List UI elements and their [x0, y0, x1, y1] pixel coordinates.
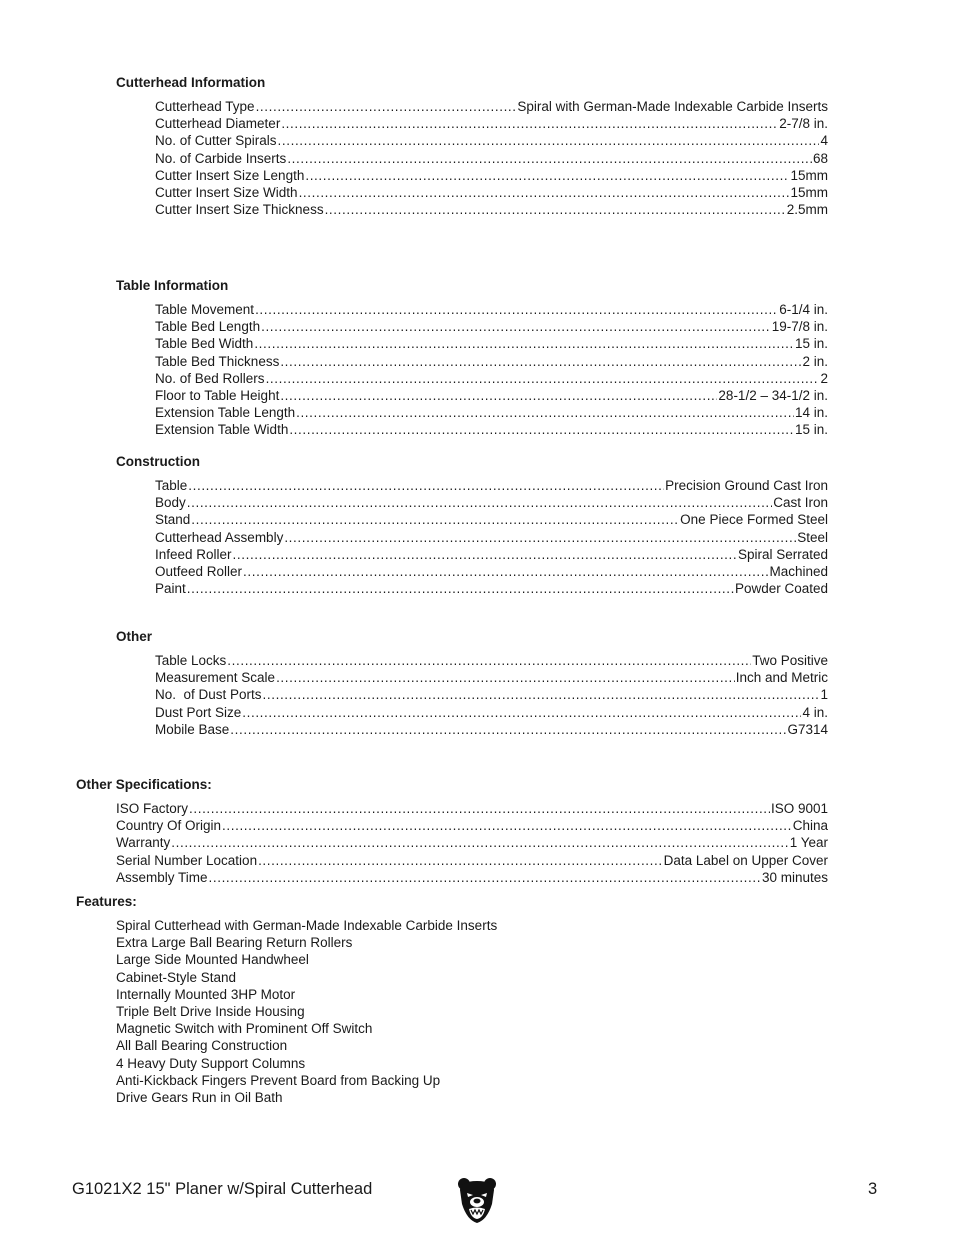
dot-leader	[281, 115, 778, 132]
spec-value: 19-7/8 in.	[771, 319, 828, 335]
spec-label: Table Bed Thickness	[155, 353, 280, 369]
spec-row	[155, 132, 828, 149]
spec-value: Spiral Serrated	[737, 546, 828, 562]
spec-value: 15 in.	[794, 422, 828, 438]
dot-leader	[258, 852, 663, 869]
feature-list	[116, 917, 497, 1106]
dot-leader	[280, 387, 717, 404]
dot-leader	[171, 834, 788, 851]
spec-value: 1	[820, 687, 828, 703]
feature-item: 4 Heavy Duty Support Columns	[116, 1055, 306, 1071]
spec-list-table	[155, 301, 828, 439]
dot-leader	[299, 184, 790, 201]
dot-leader	[189, 800, 770, 817]
spec-value: 14 in.	[794, 405, 828, 421]
spec-label: Serial Number Location	[116, 852, 258, 868]
spec-label: Extension Table Length	[155, 405, 296, 421]
spec-label: No. of Bed Rollers	[155, 370, 265, 386]
spec-value: Cast Iron	[773, 495, 828, 511]
page-number: 3	[868, 1180, 878, 1198]
spec-label: Cutterhead Type	[155, 99, 255, 114]
spec-value: Data Label on Upper Cover	[663, 852, 828, 868]
spec-value: 1 Year	[789, 835, 828, 851]
dot-leader	[278, 132, 820, 149]
dot-leader	[255, 301, 778, 318]
spec-value: Inch and Metric	[735, 670, 828, 686]
dot-leader	[227, 652, 751, 669]
bear-head-logo-icon	[457, 1176, 497, 1224]
dot-leader	[187, 580, 734, 597]
spec-label: Outfeed Roller	[155, 563, 243, 579]
feature-item: Spiral Cutterhead with German-Made Indexable Carbide Inserts	[116, 918, 498, 933]
spec-value: ISO 9001	[770, 801, 828, 816]
spec-label: Cutter Insert Size Thickness	[155, 202, 324, 218]
spec-value: 6-1/4 in.	[779, 302, 828, 317]
dot-leader	[191, 511, 679, 528]
feature-item: Magnetic Switch with Prominent Off Switch	[116, 1021, 373, 1037]
dot-leader	[243, 563, 768, 580]
spec-row	[155, 335, 828, 352]
dot-leader	[187, 494, 772, 511]
spec-value: 4 in.	[802, 704, 828, 720]
spec-list-construction	[155, 477, 828, 597]
spec-value: Precision Ground Cast Iron	[665, 478, 828, 493]
spec-row	[155, 494, 828, 511]
spec-value: Powder Coated	[734, 581, 828, 597]
spec-row	[155, 477, 828, 494]
spec-row	[155, 98, 828, 115]
spec-row	[155, 184, 828, 201]
spec-row	[155, 546, 828, 563]
spec-label: Dust Port Size	[155, 704, 242, 720]
spec-row	[155, 201, 828, 218]
spec-value: G7314	[787, 721, 828, 737]
spec-value: Steel	[797, 529, 828, 545]
section-heading-other: Other	[116, 629, 153, 644]
feature-item: Large Side Mounted Handwheel	[116, 952, 309, 968]
spec-value: 2.5mm	[786, 202, 828, 218]
section-heading-cutterhead: Cutterhead Information	[116, 75, 266, 90]
spec-row	[155, 652, 828, 669]
spec-value: 2 in.	[802, 353, 828, 369]
spec-row	[155, 150, 828, 167]
dot-leader	[254, 335, 794, 352]
dot-leader	[242, 704, 801, 721]
spec-row	[116, 834, 828, 851]
spec-label: Measurement Scale	[155, 670, 276, 686]
spec-label: Cutter Insert Size Length	[155, 167, 305, 183]
footer-manual-title: G1021X2 15" Planer w/Spiral Cutterhead	[72, 1180, 373, 1198]
dot-leader	[261, 318, 771, 335]
spec-label: Extension Table Width	[155, 422, 289, 438]
spec-list-other	[155, 652, 828, 738]
spec-label: Table Movement	[155, 302, 255, 317]
feature-item: Triple Belt Drive Inside Housing	[116, 1003, 305, 1019]
spec-list-cutterhead	[155, 98, 828, 218]
spec-row	[155, 404, 828, 421]
spec-label: ISO Factory	[116, 801, 189, 816]
spec-value: Spiral with German-Made Indexable Carbide Inserts	[517, 99, 828, 114]
spec-label: Warranty	[116, 835, 171, 851]
feature-item: Cabinet-Style Stand	[116, 969, 237, 985]
spec-row	[155, 686, 828, 703]
spec-row	[116, 800, 828, 817]
spec-row	[116, 869, 828, 886]
spec-label: Country Of Origin	[116, 818, 222, 834]
spec-label: Body	[155, 495, 186, 511]
dot-leader	[296, 404, 794, 421]
spec-value: 15 in.	[794, 336, 828, 352]
spec-label: Assembly Time	[116, 869, 208, 885]
dot-leader	[266, 370, 820, 387]
feature-item: Extra Large Ball Bearing Return Rollers	[116, 935, 353, 951]
spec-label: No. of Carbide Inserts	[155, 150, 287, 166]
spec-row	[155, 669, 828, 686]
dot-leader	[280, 353, 801, 370]
spec-row	[155, 318, 828, 335]
spec-row	[155, 115, 828, 132]
spec-label: Table	[155, 478, 188, 493]
spec-row	[155, 301, 828, 318]
spec-row	[155, 387, 828, 404]
spec-label: Paint	[155, 581, 186, 597]
dot-leader	[289, 421, 794, 438]
spec-value: One Piece Formed Steel	[680, 512, 828, 528]
spec-list-other-specifications	[116, 800, 828, 886]
dot-leader	[233, 546, 737, 563]
dot-leader	[230, 721, 786, 738]
spec-label: Floor to Table Height	[155, 387, 280, 403]
dot-leader	[325, 201, 786, 218]
dot-leader	[263, 686, 820, 703]
dot-leader	[188, 477, 664, 494]
spec-label: No. of Dust Ports	[155, 687, 262, 703]
spec-value: 28-1/2 – 34-1/2 in.	[718, 387, 828, 403]
spec-value: 15mm	[790, 184, 828, 200]
spec-row	[155, 563, 828, 580]
feature-item: Anti-Kickback Fingers Prevent Board from Backing Up	[116, 1072, 441, 1088]
spec-label: Table Bed Width	[155, 336, 254, 352]
feature-item: Internally Mounted 3HP Motor	[116, 986, 296, 1002]
spec-row	[155, 370, 828, 387]
spec-label: Cutter Insert Size Width	[155, 184, 298, 200]
dot-leader	[222, 817, 792, 834]
spec-row	[155, 167, 828, 184]
dot-leader	[256, 98, 517, 115]
spec-row	[155, 704, 828, 721]
spec-label: Cutterhead Diameter	[155, 116, 281, 132]
dot-leader	[287, 150, 812, 167]
spec-label: Table Locks	[155, 653, 227, 668]
feature-item: Drive Gears Run in Oil Bath	[116, 1089, 283, 1105]
spec-value: 15mm	[790, 167, 828, 183]
spec-label: Stand	[155, 512, 191, 528]
spec-value: 2-7/8 in.	[779, 116, 828, 132]
section-heading-features: Features:	[76, 894, 137, 909]
spec-label: Infeed Roller	[155, 546, 232, 562]
spec-label: Table Bed Length	[155, 319, 261, 335]
spec-row	[155, 580, 828, 597]
spec-value: 68	[812, 150, 828, 166]
spec-row	[155, 421, 828, 438]
spec-label: Mobile Base	[155, 721, 230, 737]
feature-item: All Ball Bearing Construction	[116, 1038, 288, 1054]
spec-value: 4	[820, 133, 828, 149]
dot-leader	[284, 529, 796, 546]
section-heading-table: Table Information	[116, 278, 229, 293]
dot-leader	[209, 869, 761, 886]
dot-leader	[276, 669, 735, 686]
spec-row	[155, 353, 828, 370]
section-heading-other-specifications: Other Specifications:	[76, 777, 212, 792]
spec-label: No. of Cutter Spirals	[155, 133, 277, 149]
spec-row	[155, 511, 828, 528]
spec-value: 2	[820, 370, 828, 386]
spec-row	[116, 852, 828, 869]
spec-value: 30 minutes	[761, 869, 828, 885]
spec-value: Two Positive	[752, 653, 828, 668]
spec-value: Machined	[769, 563, 828, 579]
spec-row	[155, 529, 828, 546]
dot-leader	[305, 167, 789, 184]
section-heading-construction: Construction	[116, 454, 200, 469]
spec-row	[155, 721, 828, 738]
spec-value: China	[792, 818, 828, 834]
spec-label: Cutterhead Assembly	[155, 529, 284, 545]
spec-row	[116, 817, 828, 834]
